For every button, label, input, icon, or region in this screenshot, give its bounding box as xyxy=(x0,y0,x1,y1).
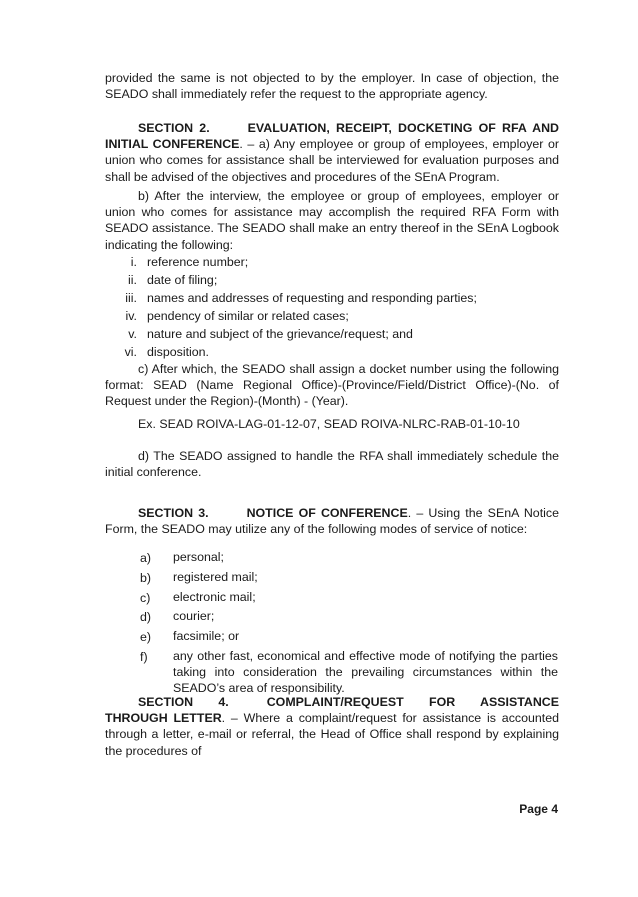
section-3-paragraph xyxy=(105,505,559,537)
section-2-body-a: . – a) Any employee or group of employees, employer or union who comes for assistance shall be interviewed for evaluation purposes and shall be advised of the objectives and procedures of the SEnA Program. xyxy=(105,137,559,184)
section-2-paragraph-a xyxy=(105,120,559,185)
list-marker: vi. xyxy=(124,345,137,359)
section-3-label: SECTION 3. xyxy=(138,506,209,520)
list-text: disposition. xyxy=(147,345,209,359)
list-text: registered mail; xyxy=(173,569,258,584)
list-item xyxy=(115,253,477,271)
list-text: reference number; xyxy=(147,255,249,269)
section-2-label: SECTION 2. xyxy=(138,121,210,135)
list-item xyxy=(140,608,558,626)
list-item xyxy=(115,325,477,343)
list-text: date of filing; xyxy=(147,273,218,287)
section-2-paragraph-b: b) After the interview, the employee or group of employees, employer or union who comes for assistance may accomplish the required RFA Form with SEADO assistance. The SEADO shall make an entry thereof in the SEnA Logbook indicating the following: xyxy=(105,189,559,252)
list-marker: c) xyxy=(140,590,151,605)
section-3-title: NOTICE OF CONFERENCE xyxy=(246,506,408,520)
list-marker: f) xyxy=(140,649,148,664)
list-item xyxy=(140,589,558,607)
list-text: names and addresses of requesting and responding parties; xyxy=(147,291,477,305)
list-item xyxy=(115,343,477,361)
list-item xyxy=(140,628,558,646)
list-text: pendency of similar or related cases; xyxy=(147,309,349,323)
section-4-body: . – Where a complaint/request for assistance is accounted through a letter, e-mail or referral, the Head of Office shall respond by explaining the procedures of xyxy=(105,711,559,758)
list-item xyxy=(115,289,477,307)
list-item xyxy=(140,648,558,697)
section-4-label: SECTION 4. xyxy=(138,695,229,709)
list-item xyxy=(115,271,477,289)
notice-mode-list xyxy=(140,549,558,698)
intro-paragraph: provided the same is not objected to by the employer. In case of objection, the SEADO shall immediately refer the request to the appropriate agency. xyxy=(105,71,559,102)
list-marker: a) xyxy=(140,551,152,565)
section-2-paragraph-d: d) The SEADO assigned to handle the RFA shall immediately schedule the initial conference. xyxy=(105,449,559,480)
list-marker: b) xyxy=(140,570,152,585)
list-marker: i. xyxy=(130,255,137,269)
page-number: Page 4 xyxy=(519,802,558,816)
section-4-title: COMPLAINT/REQUEST FOR ASSISTANCE THROUGH LETTER xyxy=(105,695,559,726)
list-marker: iv. xyxy=(125,309,137,323)
logbook-entry-list xyxy=(115,253,477,361)
section-4-paragraph xyxy=(105,694,559,759)
list-text: any other fast, economical and effective mode of notifying the parties taking into consideration the prevailing circumstances within the SEADO’s area of responsibility. xyxy=(173,648,558,696)
list-marker: e) xyxy=(140,630,152,645)
docket-example: Ex. SEAD ROIVA-LAG-01-12-07, SEAD ROIVA-NLRC-RAB-01-10-10 xyxy=(138,417,520,431)
section-3-body: . – Using the SEnA Notice Form, the SEADO may utilize any of the following modes of service of notice: xyxy=(105,506,559,537)
list-marker: d) xyxy=(140,610,152,625)
list-item xyxy=(140,549,558,567)
section-2-title: EVALUATION, RECEIPT, DOCKETING OF RFA AND INITIAL CONFERENCE xyxy=(105,121,559,152)
list-item xyxy=(140,569,558,587)
list-item xyxy=(115,307,477,325)
list-text: electronic mail; xyxy=(173,589,256,604)
list-text: facsimile; or xyxy=(173,629,240,644)
list-marker: v. xyxy=(128,327,137,341)
list-text: personal; xyxy=(173,550,224,564)
section-2-paragraph-c: c) After which, the SEADO shall assign a docket number using the following format: SEAD (Name Regional Office)-(Province/Field/District Office)-(No. of Request under the Region)-(Month) - (Year). xyxy=(105,362,559,409)
list-text: courier; xyxy=(173,609,215,624)
list-marker: ii. xyxy=(128,273,137,287)
list-text: nature and subject of the grievance/request; and xyxy=(147,327,413,341)
list-marker: iii. xyxy=(125,291,137,305)
